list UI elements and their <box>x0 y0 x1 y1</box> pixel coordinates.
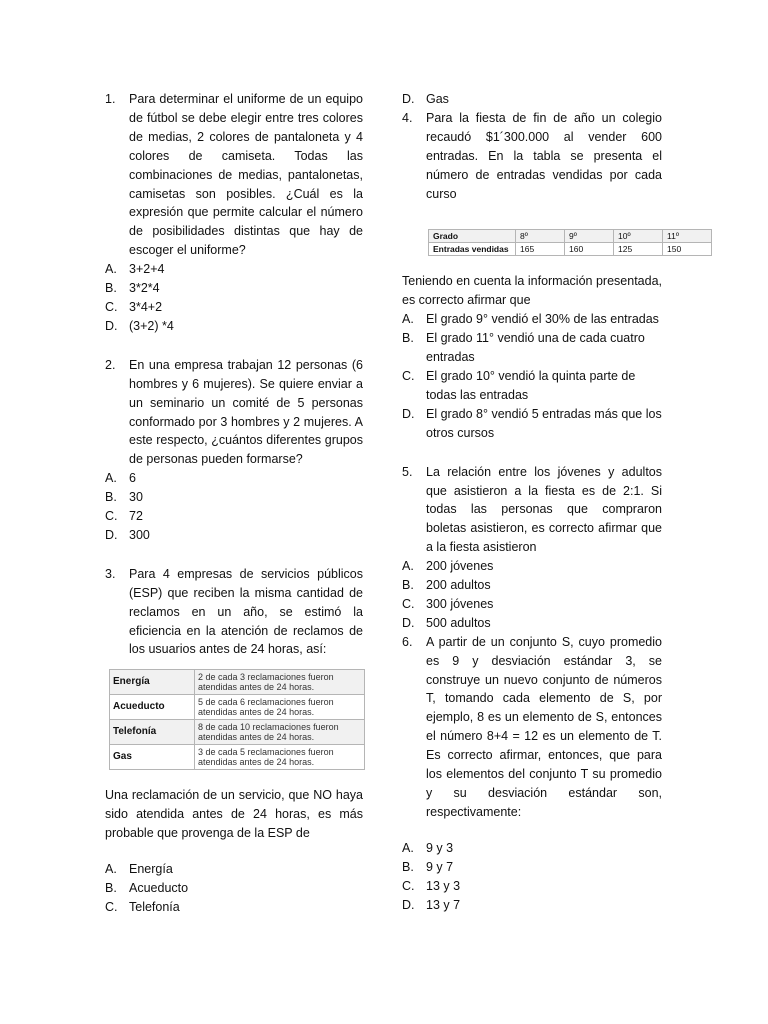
question-5 <box>402 463 662 558</box>
question-text: En una empresa trabajan 12 personas (6 hombres y 6 mujeres). Se quiere enviar a un seminario un comité de 5 personas conformado por 3 hombres y 2 mujeres. A este respecto, ¿cuántos diferentes grupos de personas pueden formarse? <box>129 357 363 467</box>
option-text: (3+2) *4 <box>129 318 174 333</box>
option-c[interactable] <box>105 507 363 526</box>
option-text: Energía <box>129 862 173 877</box>
option-letter: C. <box>402 368 415 383</box>
table-cell-label: Telefonía <box>110 720 195 745</box>
option-c[interactable] <box>402 367 662 405</box>
question-number: 6. <box>402 634 413 649</box>
table-row <box>429 243 712 256</box>
option-letter: D. <box>105 318 118 333</box>
option-text: 300 jóvenes <box>426 596 494 611</box>
option-letter: C. <box>105 509 118 524</box>
option-text: 500 adultos <box>426 615 491 630</box>
option-text: 13 y 3 <box>426 878 461 893</box>
option-letter: B. <box>402 859 414 874</box>
option-b[interactable] <box>402 576 662 595</box>
question-number: 3. <box>105 566 116 581</box>
question-text: Para la fiesta de fin de año un colegio recaudó $1´300.000 al vender 600 entradas. En la tabla se presenta el número de entradas vendidas por cada curso <box>426 110 662 201</box>
option-letter: D. <box>402 897 415 912</box>
table-row <box>110 695 365 720</box>
option-text: 200 adultos <box>426 578 491 593</box>
table-row <box>110 745 365 770</box>
option-a[interactable] <box>105 860 363 879</box>
option-letter: A. <box>402 840 414 855</box>
question-3-followup: Una reclamación de un servicio, que NO haya sido atendida antes de 24 horas, es más probable que provenga de la ESP de <box>105 788 363 841</box>
question-text: La relación entre los jóvenes y adultos que asistieron a la fiesta es de 2:1. Si todas las personas que compraron boletas asistieron, es correcto afirmar que a la fiesta asistieron <box>426 464 662 555</box>
question-text: Para 4 empresas de servicios públicos (ESP) que reciben la misma cantidad de reclamos en un año, se estimó la eficiencia en la atención de reclamos de los usuarios antes de 24 horas, así: <box>129 566 363 657</box>
table-cell-label: Acueducto <box>110 695 195 720</box>
table-cell-text: 8 de cada 10 reclamaciones fueron atendidas antes de 24 horas. <box>195 720 365 745</box>
option-letter: A. <box>105 862 117 877</box>
question-number: 4. <box>402 110 413 125</box>
table-cell-text: 2 de cada 3 reclamaciones fueron atendidas antes de 24 horas. <box>195 670 365 695</box>
option-letter: A. <box>402 559 414 574</box>
sales-table <box>428 229 712 256</box>
table-cell-text: 5 de cada 6 reclamaciones fueron atendidas antes de 24 horas. <box>195 695 365 720</box>
question-4-options <box>402 310 662 442</box>
table-header-cell: Grado <box>429 230 516 243</box>
question-number: 2. <box>105 357 116 372</box>
option-text: 3*2*4 <box>129 281 160 296</box>
option-text: El grado 10° vendió la quinta parte de todas las entradas <box>426 368 636 402</box>
question-1-options <box>105 260 363 336</box>
option-letter: B. <box>402 578 414 593</box>
option-letter: D. <box>402 406 415 421</box>
option-letter: C. <box>105 299 118 314</box>
option-text: 200 jóvenes <box>426 559 494 574</box>
option-letter: D. <box>402 92 415 106</box>
table-cell-label: Energía <box>110 670 195 695</box>
table-row <box>110 720 365 745</box>
option-letter: C. <box>105 899 118 914</box>
table-cell: 125 <box>614 243 663 256</box>
option-text: 30 <box>129 490 143 505</box>
option-b[interactable] <box>402 858 662 877</box>
option-letter: A. <box>105 471 117 486</box>
left-column <box>105 90 363 917</box>
option-text: 3*4+2 <box>129 299 163 314</box>
option-b[interactable] <box>402 329 662 367</box>
option-letter: C. <box>402 878 415 893</box>
option-c[interactable] <box>105 298 363 317</box>
question-3 <box>105 565 363 660</box>
option-letter: B. <box>105 881 117 895</box>
question-4 <box>402 109 662 204</box>
option-d[interactable] <box>402 405 662 443</box>
table-header-cell: 8º <box>516 230 565 243</box>
question-6 <box>402 633 662 822</box>
table-cell: 150 <box>663 243 712 256</box>
option-text: 300 <box>129 527 150 542</box>
table-cell-label: Entradas vendidas <box>429 243 516 256</box>
option-text: 9 y 7 <box>426 859 454 874</box>
option-a[interactable] <box>402 557 662 576</box>
option-a[interactable] <box>402 310 662 329</box>
option-text: El grado 9° vendió el 30% de las entradas <box>426 312 659 327</box>
efficiency-table <box>109 669 365 770</box>
option-text: Telefonía <box>129 899 180 914</box>
option-d[interactable] <box>402 90 662 109</box>
option-b[interactable] <box>105 488 363 507</box>
table-cell: 160 <box>565 243 614 256</box>
option-text: 72 <box>129 509 143 524</box>
table-header-cell: 9º <box>565 230 614 243</box>
option-b[interactable] <box>105 879 363 898</box>
question-2-options <box>105 469 363 545</box>
question-2 <box>105 356 363 469</box>
question-text: A partir de un conjunto S, cuyo promedio es 9 y desviación estándar 3, se construye un nuevo conjunto de números T, tomando cada elemento de S, por ejemplo, 8 es un elemento de S, entonces el número 8+4 = 12 es un elemento de T. Es correcto afirmar, entonces, que para los elementos del conjunto T su promedio y su desviación estándar son, respectivamente: <box>426 634 662 819</box>
option-a[interactable] <box>105 469 363 488</box>
question-5-options <box>402 557 662 633</box>
option-d[interactable] <box>402 896 662 915</box>
option-b[interactable] <box>105 279 363 298</box>
option-c[interactable] <box>402 877 662 896</box>
option-letter: D. <box>402 615 415 630</box>
question-3-options <box>105 860 363 917</box>
option-letter: B. <box>402 331 414 346</box>
question-3-options-continued <box>402 90 662 109</box>
option-c[interactable] <box>402 595 662 614</box>
option-d[interactable] <box>105 526 363 545</box>
question-number: 5. <box>402 464 413 479</box>
option-text: Gas <box>426 92 449 106</box>
option-d[interactable] <box>402 614 662 633</box>
question-6-options <box>402 839 662 915</box>
option-letter: C. <box>402 596 415 611</box>
question-number: 1. <box>105 92 116 106</box>
option-text: 13 y 7 <box>426 897 461 912</box>
question-1 <box>105 90 363 260</box>
table-header-row <box>429 230 712 243</box>
option-d[interactable] <box>105 317 363 336</box>
table-cell-label: Gas <box>110 745 195 770</box>
right-column <box>402 90 682 914</box>
table-cell-text: 3 de cada 5 reclamaciones fueron atendidas antes de 24 horas. <box>195 745 365 770</box>
question-4-followup: Teniendo en cuenta la información presentada, es correcto afirmar que <box>402 274 662 308</box>
option-a[interactable] <box>402 839 662 858</box>
option-c[interactable] <box>105 898 363 917</box>
option-letter: A. <box>402 312 414 327</box>
option-letter: A. <box>105 262 117 277</box>
option-text: El grado 8° vendió 5 entradas más que los otros cursos <box>426 406 662 440</box>
option-text: 9 y 3 <box>426 840 454 855</box>
option-letter: B. <box>105 490 117 505</box>
table-cell: 165 <box>516 243 565 256</box>
table-header-cell: 11º <box>663 230 712 243</box>
table-header-cell: 10º <box>614 230 663 243</box>
table-row <box>110 670 365 695</box>
option-letter: D. <box>105 527 118 542</box>
option-a[interactable] <box>105 260 363 279</box>
option-text: Acueducto <box>129 881 189 895</box>
option-text: 3+2+4 <box>129 262 165 277</box>
option-text: El grado 11° vendió una de cada cuatro entradas <box>426 331 645 365</box>
option-text: 6 <box>129 471 136 486</box>
question-text: Para determinar el uniforme de un equipo de fútbol se debe elegir entre tres colores de medias, 2 colores de pantaloneta y 4 colores de camiseta. Todas las combinaciones de medias, pantalonetas, camisetas son posibles. ¿Cuál es la expresión que permite calcular el número de posibilidades distintas que hay de escoger el uniforme? <box>129 92 363 258</box>
option-letter: B. <box>105 281 117 296</box>
